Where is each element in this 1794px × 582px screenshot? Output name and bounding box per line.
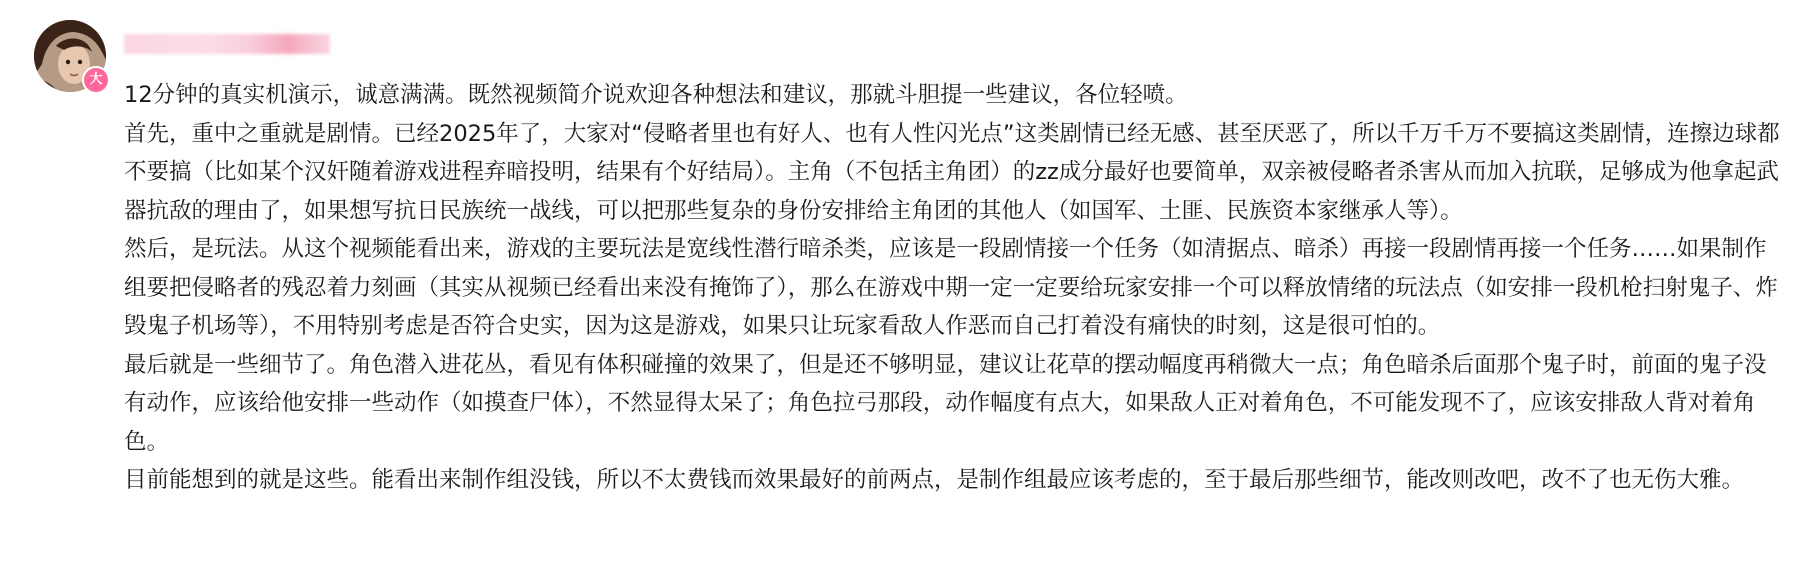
comment-paragraph-3: 然后，是玩法。从这个视频能看出来，游戏的主要玩法是宽线性潜行暗杀类，应该是一段剧情接一个任务（如清据点、暗杀）再接一段剧情再接一个任务……如果制作组要把侵略者的残忍着力刻画（其实从视频已经看出来没有掩饰了），那么在游戏中期一定一定要给玩家安排一个可以释放情绪的玩法点（如安排一段机枪扫射鬼子、炸毁鬼子机场等），不用特别考虑是否符合史实，因为这是游戏，如果只让玩家看敌人作恶而自己打着没有痛快的时刻，这是很可怕的。 — [124, 236, 1778, 339]
comment-paragraph-1: 12分钟的真实机演示，诚意满满。既然视频简介说欢迎各种想法和建议，那就斗胆提一些建议，各位轻喷。 — [124, 82, 1188, 108]
avatar[interactable] — [34, 20, 106, 92]
comment-paragraph-5: 目前能想到的就是这些。能看出来制作组没钱，所以不太费钱而效果最好的前两点，是制作组最应该考虑的，至于最后那些细节，能改则改吧，改不了也无伤大雅。 — [124, 467, 1745, 493]
username-blurred[interactable] — [124, 34, 330, 54]
level-badge: 大 — [82, 66, 110, 94]
comment-paragraph-2: 首先，重中之重就是剧情。已经2025年了，大家对“侵略者里也有好人、也有人性闪光点”这类剧情已经无感、甚至厌恶了，所以千万千万不要搞这类剧情，连擦边球都不要搞（比如某个汉奸随着游戏进程弃暗投明，结果有个好结局）。主角（不包括主角团）的zz成分最好也要简单，双亲被侵略者杀害从而加入抗联，足够成为他拿起武器抗敌的理由了，如果想写抗日民族统一战线，可以把那些复杂的身份安排给主角团的其他人（如国军、土匪、民族资本家继承人等）。 — [124, 120, 1780, 224]
comment-content — [124, 76, 1784, 500]
comment-paragraph-4: 最后就是一些细节了。角色潜入进花丛，看见有体积碰撞的效果了，但是还不够明显，建议让花草的摆动幅度再稍微大一点；角色暗杀后面那个鬼子时，前面的鬼子没有动作，应该给他安排一些动作（如摸查尸体），不然显得太呆了；角色拉弓那段，动作幅度有点大，如果敌人正对着角色，不可能发现不了，应该安排敌人背对着角色。 — [124, 351, 1767, 455]
